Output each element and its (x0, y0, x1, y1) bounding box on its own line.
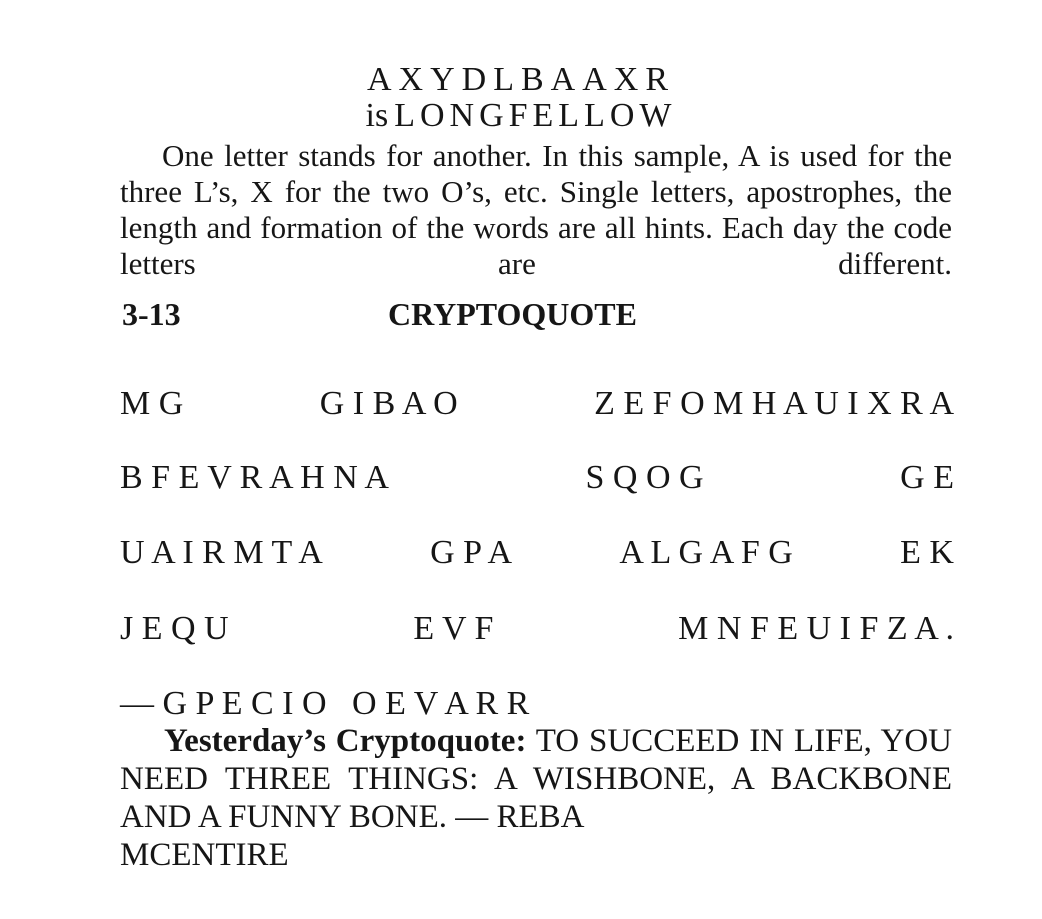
cipher-line-4 (120, 609, 954, 649)
sample-code: AXYDLBAAXR (367, 61, 675, 98)
cipher-line-1 (120, 384, 954, 424)
cipher-word: E K (900, 534, 954, 571)
cipher-line-2 (120, 458, 954, 498)
yesterday-text: TO SUCCEED IN LIFE, YOU NEED THREE THINGS: A WISHBONE, A BACKBONE AND A FUNNY BONE. — REBA (120, 723, 953, 835)
sample-is-word: is (365, 97, 389, 134)
cipher-word: B F E V R A H N A (120, 459, 389, 496)
cipher-word: Z E F O M H A U I X R A (594, 385, 954, 422)
cipher-word: G P A (430, 534, 513, 571)
cipher-line-3 (120, 533, 954, 573)
cipher-word: A L G A F G (619, 534, 793, 571)
cipher-word: S Q O G (585, 459, 704, 496)
yesterday-answer (120, 722, 952, 874)
cipher-word: G I B A O (319, 385, 458, 422)
cipher-word: E V F (413, 610, 494, 647)
yesterday-last-line: MCENTIRE (120, 837, 289, 873)
sample-key: LONGFELLOW (394, 97, 677, 134)
puzzle-title: CRYPTOQUOTE (388, 296, 637, 332)
cipher-word: M N F E U I F Z A . (678, 610, 954, 647)
cipher-word: M G (120, 385, 184, 422)
puzzle-date: 3-13 (122, 296, 181, 332)
cipher-word: J E Q U (120, 610, 229, 647)
sample-key-line (0, 96, 1042, 136)
cipher-word: G E (900, 459, 954, 496)
instructions: One letter stands for another. In this sample, A is used for the three L’s, X for the two O’s, etc. Single letters, apostrophes, the length and formation of the words are all hints. Each day the code letters are different. (120, 138, 952, 281)
cipher-word: U A I R M T A (120, 534, 323, 571)
yesterday-label: Yesterday’s Cryptoquote: (164, 723, 527, 759)
cipher-author: — G P E C I O O E V A R R (120, 685, 530, 722)
